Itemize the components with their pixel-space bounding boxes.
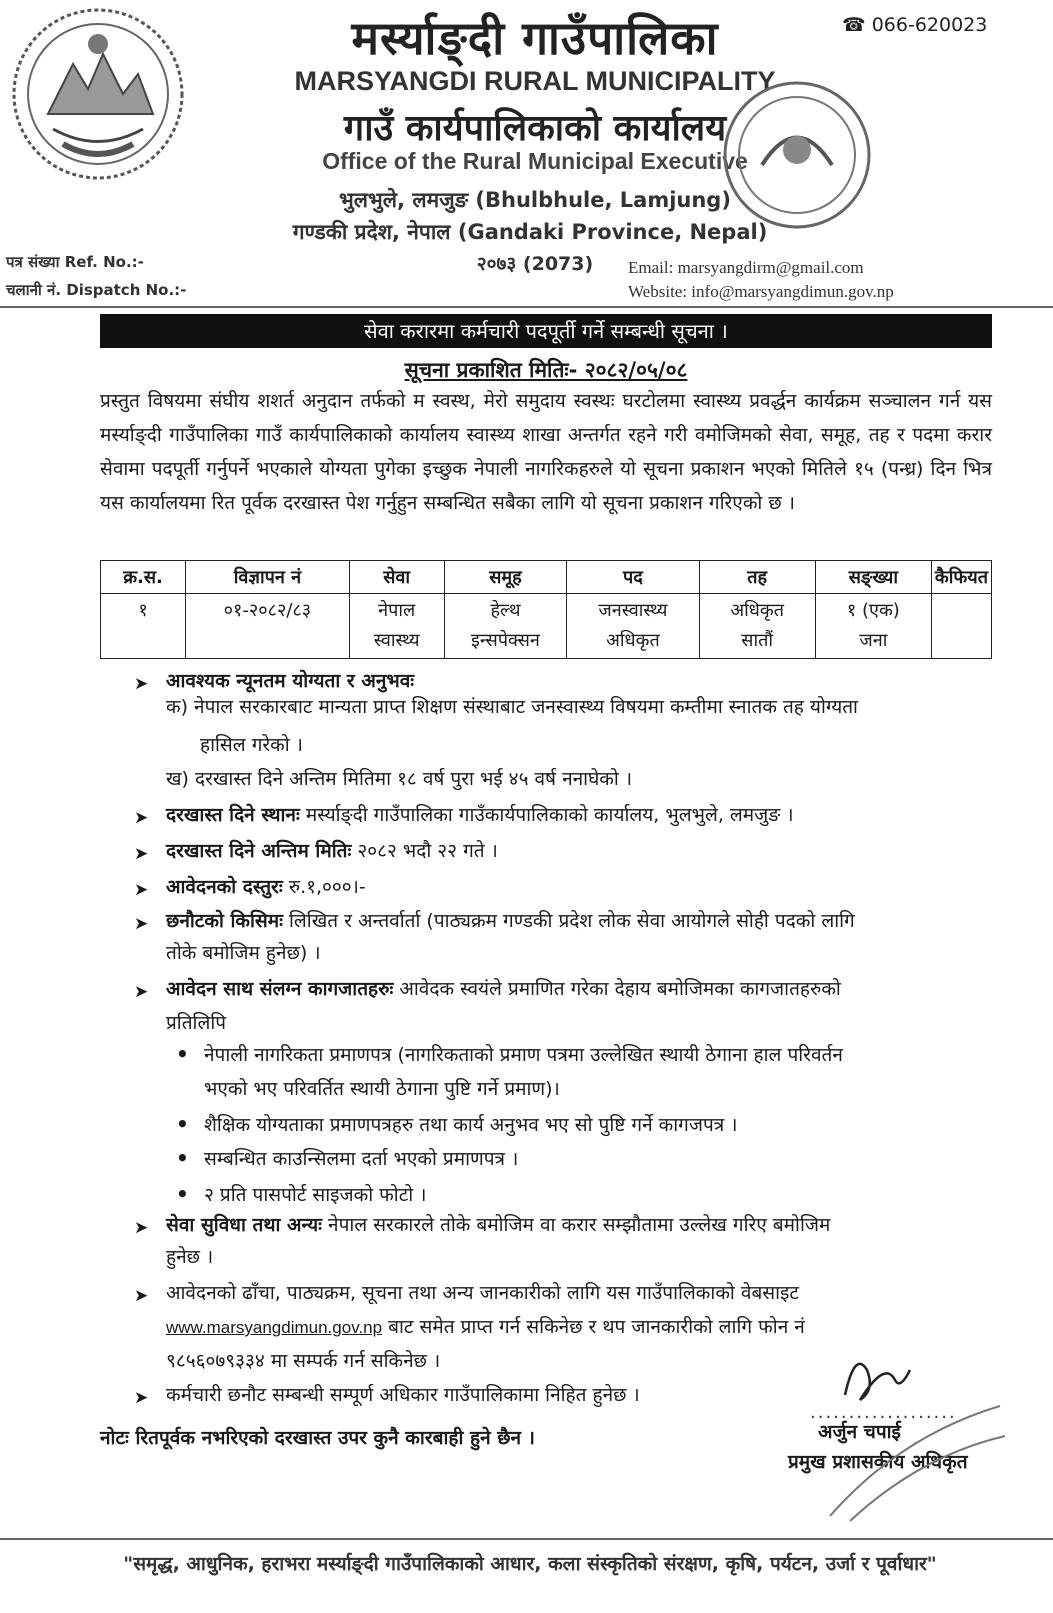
cell-adv-no: ०१-२०८२/८३ — [186, 594, 350, 659]
qualification-label: आवश्यक न्यूनतम योग्यता र अनुभवः — [166, 670, 415, 692]
info-line-1: आवेदनको ढाँचा, पाठ्यक्रम, सूचना तथा अन्य जानकारीको लागि यस गाउँपालिकाको वेबसाइट — [166, 1282, 799, 1304]
arrow-bullet-icon: ➤ — [134, 844, 149, 864]
qualification-b: ख) दरखास्त दिने अन्तिम मितिमा १८ वर्ष पुरा भई ४५ वर्ष ननाघेको । — [166, 768, 633, 790]
info-line-2: www.marsyangdimun.gov.np बाट समेत प्राप्त गर्न सकिनेछ र थप जानकारीको लागि फोन नं — [166, 1316, 805, 1338]
cell-count: १ (एक) जना — [815, 594, 931, 659]
document-1-line-1: नेपाली नागरिकता प्रमाणपत्र (नागरिकताको प्रमाण पत्रमा उल्लेखित स्थायी ठेगाना हाल परिवर्तन — [204, 1044, 843, 1066]
signature-line: ................... — [810, 1402, 957, 1423]
selection-method: छनौटको किसिमः लिखित र अन्तर्वार्ता (पाठ्यक्रम गण्डकी प्रदेश लोक सेवा आयोगले सोही पदको लागि — [166, 910, 855, 932]
municipality-title-english: MARSYANGDI RURAL MUNICIPALITY — [294, 66, 776, 96]
office-title-english: Office of the Rural Municipal Executive — [322, 148, 748, 174]
note: नोटः रितपूर्वक नभरिएको दरखास्त उपर कुनै कारबाही हुने छैन । — [100, 1427, 535, 1449]
document-1-line-2: भएको भए परिवर्तित स्थायी ठेगाना पुष्टि गर्ने प्रमाण)। — [204, 1078, 560, 1100]
application-fee: आवेदनको दस्तुरः रु.१,०००।- — [166, 876, 366, 898]
facilities: सेवा सुविधा तथा अन्यः नेपाल सरकारले तोके बमोजिम वा करार सम्झौतामा उल्लेख गरिए बमोजिम — [166, 1214, 831, 1236]
authority-statement: कर्मचारी छनौट सम्बन्धी सम्पूर्ण अधिकार गाउँपालिकामा निहित हुनेछ । — [166, 1384, 640, 1406]
reference-number-label: पत्र संख्या Ref. No.:- — [6, 253, 144, 271]
cell-group: हेल्थ इन्सपेक्सन — [444, 594, 567, 659]
document-2: शैक्षिक योग्यताका प्रमाणपत्रहरु तथा कार्य अनुभव भए सो पुष्टि गर्ने कागजपत्र । — [204, 1114, 738, 1136]
arrow-bullet-icon: ➤ — [134, 880, 149, 900]
website-link[interactable]: www.marsyangdimun.gov.np — [166, 1318, 383, 1337]
address-line-2: गण्डकी प्रदेश, नेपाल (Gandaki Province, Nepal) — [292, 220, 768, 244]
arrow-bullet-icon: ➤ — [134, 1388, 149, 1408]
notice-banner: सेवा करारमा कर्मचारी पदपूर्ती गर्ने सम्बन्धी सूचना । — [100, 314, 992, 348]
signature-stamp-icon — [810, 1396, 1010, 1526]
arrow-bullet-icon: ➤ — [134, 982, 149, 1002]
document-3: सम्बन्धित काउन्सिलमा दर्ता भएको प्रमाणपत्र । — [204, 1148, 519, 1170]
footer-divider — [0, 1538, 1053, 1540]
arrow-bullet-icon: ➤ — [134, 674, 149, 694]
documents-required-line-2: प्रतिलिपि — [166, 1012, 227, 1034]
vacancy-table — [100, 560, 992, 659]
info-line-3: ९८५६०७९३३४ मा सम्पर्क गर्न सकिनेछ । — [166, 1350, 441, 1372]
header-divider — [0, 306, 1053, 308]
facilities-line-2: हुनेछ । — [166, 1246, 214, 1268]
table-header-row — [101, 561, 992, 594]
table-header-cell: विज्ञापन नं — [186, 561, 350, 594]
selection-method-line-2: तोके बमोजिम हुनेछ) । — [166, 942, 321, 964]
office-title-nepali: गाउँ कार्यपालिकाको कार्यालय — [343, 108, 727, 149]
qualification-a-line-2: हासिल गरेको । — [200, 734, 303, 756]
table-header-cell: तह — [699, 561, 815, 594]
cell-sn: १ — [101, 594, 186, 659]
phone-number: ☎ 066-620023 — [842, 14, 988, 36]
table-header-cell: सङ्ख्या — [815, 561, 931, 594]
cell-remarks — [931, 594, 991, 659]
table-header-cell: कैफियत — [931, 561, 991, 594]
signatory-title: प्रमुख प्रशासकीय अधिकृत — [788, 1451, 968, 1473]
qualification-a-line-1: क) नेपाल सरकारबाट मान्यता प्राप्त शिक्षण संस्थाबाट जनस्वास्थ्य विषयमा कम्तीमा स्नातक तह योग्यता — [166, 696, 858, 718]
arrow-bullet-icon: ➤ — [134, 914, 149, 934]
government-emblem-icon — [8, 4, 188, 184]
arrow-bullet-icon: ➤ — [134, 808, 149, 828]
application-deadline: दरखास्त दिने अन्तिम मितिः २०८२ भदौ २२ गते । — [166, 840, 498, 862]
table-header-cell: सेवा — [349, 561, 444, 594]
arrow-bullet-icon: ➤ — [134, 1218, 149, 1238]
office-stamp-icon — [712, 70, 882, 240]
website-address: Website: info@marsyangdimun.gov.np — [628, 282, 894, 301]
dot-bullet-icon: • — [176, 1146, 189, 1170]
address-line-1: भुलभुले, लमजुङ (Bhulbhule, Lamjung) — [339, 188, 731, 212]
table-header-cell: पद — [567, 561, 699, 594]
notice-body: प्रस्तुत विषयमा संघीय शशर्त अनुदान तर्फको म स्वस्थ, मेरो समुदाय स्वस्थः घरटोलमा स्वास्थ्य प्रवर्द्धन कार्यक्रम सञ्चालन गर्न यस मर्स्याङ्दी गाउँपालिका गाउँ कार्यपालिकाको कार्यालय स्वास्थ्य शाखा अन्तर्गत रहने गरी वमोजिमको सेवा, समूह, तह र पदमा करार सेवामा पदपूर्ती गर्नुपर्ने भएकाले योग्यता पुगेका इच्छुक नेपाली नागरिकहरुले यो सूचना प्रकाशन भएको मितिले १५ (पन्ध्र) दिन भित्र यस कार्यालयमा रित पूर्वक दरखास्त पेश गर्नुहुन सम्बन्धित सबैका लागि यो सूचना प्रकाशन गरिएको छ । — [100, 390, 992, 514]
published-date-text: सूचना प्रकाशित मितिः- २०८२/०५/०८ — [404, 358, 688, 382]
cell-level: अधिकृत सातौं — [699, 594, 815, 659]
table-header-cell: समूह — [444, 561, 567, 594]
arrow-bullet-icon: ➤ — [134, 1286, 149, 1306]
footer-motto: "समृद्ध, आधुनिक, हराभरा मर्स्याङ्दी गाउँपालिकाको आधार, कला संस्कृतिको संरक्षण, कृषि, पर्यटन, उर्जा र पूर्वाधार" — [123, 1553, 937, 1575]
application-place: दरखास्त दिने स्थानः मर्स्याङ्दी गाउँपालिका गाउँकार्यपालिकाको कार्यालय, भुलभुले, लमजुङ । — [166, 804, 794, 826]
document-4: २ प्रति पासपोर्ट साइजको फोटो । — [204, 1184, 427, 1206]
dot-bullet-icon: • — [176, 1182, 189, 1206]
email-address: Email: marsyangdirm@gmail.com — [628, 258, 864, 277]
established-year: २०७३ (2073) — [476, 253, 594, 275]
dispatch-number-label: चलानी नं. Dispatch No.:- — [6, 281, 187, 299]
cell-service: नेपाल स्वास्थ्य — [349, 594, 444, 659]
dot-bullet-icon: • — [176, 1042, 189, 1066]
table-row — [101, 594, 992, 659]
dot-bullet-icon: • — [176, 1112, 189, 1136]
signatory-name: अर्जुन चपाई — [818, 1421, 901, 1443]
documents-required: आवेदन साथ संलग्न कागजातहरुः आवेदक स्वयंले प्रमाणित गरेका देहाय बमोजिमका कागजातहरुको — [166, 978, 841, 1000]
table-header-cell: क्र.स. — [101, 561, 186, 594]
cell-post: जनस्वास्थ्य अधिकृत — [567, 594, 699, 659]
published-date — [100, 356, 992, 384]
municipality-title-nepali: मर्स्याङ्दी गाउँपालिका — [351, 11, 719, 65]
